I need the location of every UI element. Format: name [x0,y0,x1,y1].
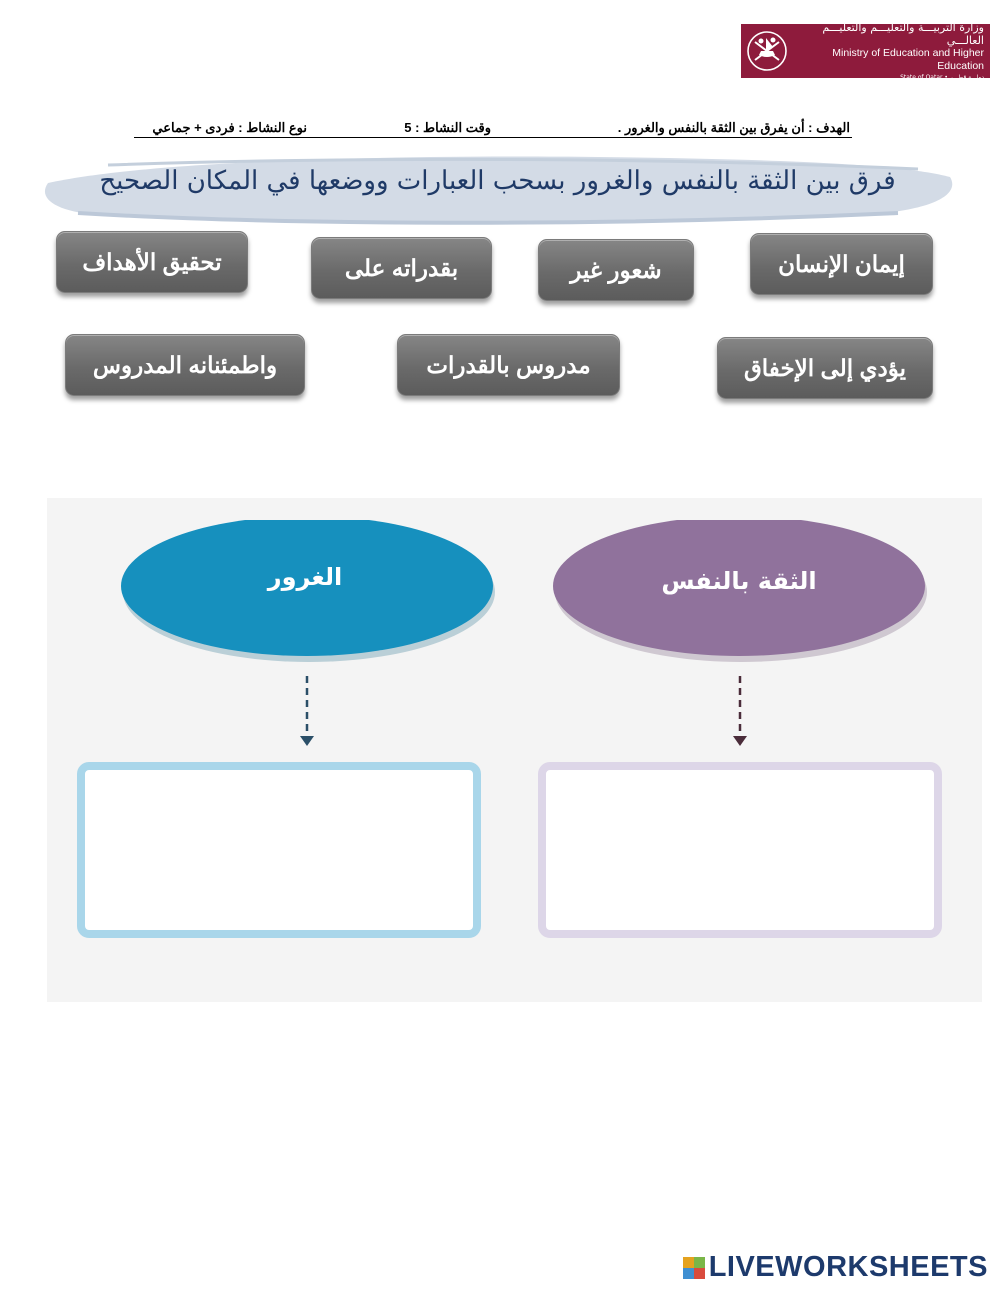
arrow-down-icon [296,674,318,750]
liveworksheets-icon [683,1257,705,1279]
drag-card-shuur[interactable]: شعور غير [538,239,694,301]
drag-card-iman[interactable]: إيمان الإنسان [750,233,933,295]
header-underline [134,137,852,138]
drag-card-madrous[interactable]: مدروس بالقدرات [397,334,620,396]
confidence-title: الثقة بالنفس [661,567,817,595]
activity-type-text: نوع النشاط : فردى + جماعي [152,120,307,135]
activity-time-text: وقت النشاط : 5 [404,120,491,135]
confidence-ellipse [546,520,936,670]
logo-arabic-text: وزارة التربيـــة والتعليـــم والتعليـــم العالـــي [822,20,984,47]
logo-english-text: Ministry of Education and Higher Education [832,46,984,72]
arrogance-drop-zone[interactable] [77,762,481,938]
ministry-logo [741,20,990,81]
liveworksheets-brand: LIVEWORKSHEETS [708,1251,988,1283]
arrogance-title: الغرور [267,563,343,591]
drag-card-yuaddi[interactable]: يؤدي إلى الإخفاق [717,337,933,399]
liveworksheets-footer[interactable] [683,1251,988,1284]
arrow-down-icon [729,674,751,750]
logo-state-text: State of Qatar • دولـــة قطـــر [900,73,984,81]
drag-card-tahqiq[interactable]: تحقيق الأهداف [56,231,248,293]
arrogance-ellipse [112,520,502,670]
qatar-emblem-icon [741,24,793,78]
instruction-text: فرق بين الثقة بالنفس والغرور بسحب العبارات ووضعها في المكان الصحيح [99,166,896,196]
goal-text: الهدف : أن يفرق بين الثقة بالنفس والغرور . [617,120,850,135]
drag-card-itmi2nan[interactable]: واطمئنانه المدروس [65,334,305,396]
confidence-drop-zone[interactable] [538,762,942,938]
drag-card-biqudratihi[interactable]: بقدراته على [311,237,492,299]
